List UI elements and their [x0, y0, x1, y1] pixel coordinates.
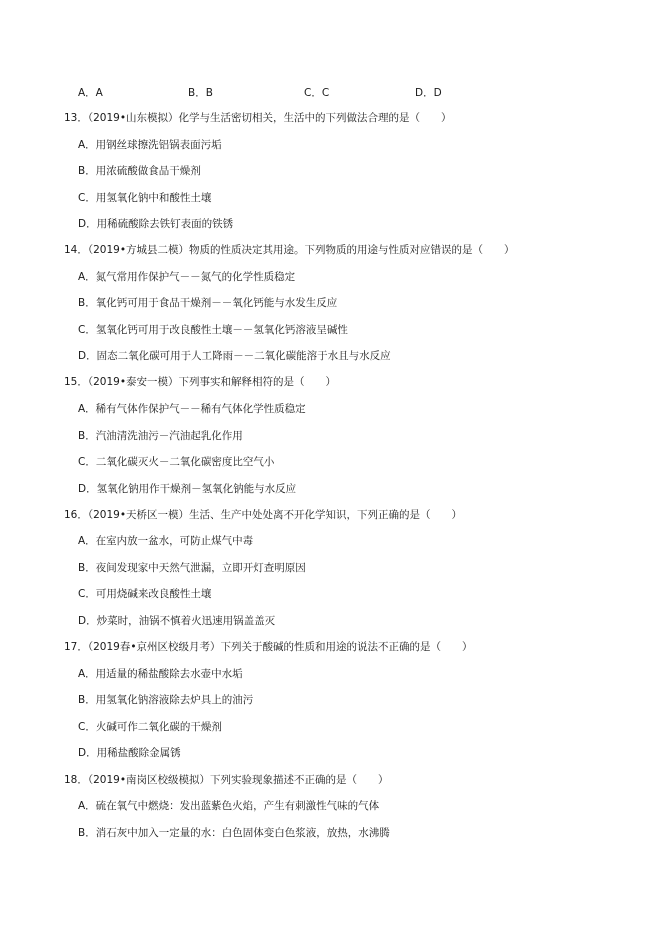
option-d: D．D	[415, 87, 442, 99]
previous-question-options	[78, 88, 498, 100]
option-b: B．B	[188, 87, 213, 99]
question-13-option-a: A．用钢丝球擦洗铝锅表面污垢	[78, 139, 222, 151]
question-17-option-a: A．用适量的稀盐酸除去水壶中水垢	[78, 668, 243, 680]
question-16-option-c: C．可用烧碱来改良酸性土壤	[78, 588, 212, 600]
question-15-option-a: A．稀有气体作保护气－－稀有气体化学性质稳定	[78, 403, 306, 415]
question-14-option-a: A．氮气常用作保护气－－氮气的化学性质稳定	[78, 271, 296, 283]
question-18-stem: 18．（2019•南岗区校级模拟）下列实验现象描述不正确的是（ ）	[64, 774, 389, 786]
question-15-option-c: C．二氧化碳灭火－二氧化碳密度比空气小	[78, 456, 275, 468]
question-14-option-b: B．氧化钙可用于食品干燥剂－－氧化钙能与水发生反应	[78, 297, 338, 309]
question-14-option-d: D．固态二氧化碳可用于人工降雨－－二氧化碳能溶于水且与水反应	[78, 350, 391, 362]
option-c: C．C	[304, 87, 330, 99]
question-15-stem: 15．（2019•泰安一模）下列事实和解释相符的是（ ）	[64, 376, 337, 388]
question-14-stem: 14．（2019•方城县二模）物质的性质决定其用途。下列物质的用途与性质对应错误的是（ ）	[64, 244, 515, 256]
question-16-option-d: D．炒菜时，油锅不慎着火迅速用锅盖盖灭	[78, 615, 276, 627]
question-17-option-c: C．火碱可作二氧化碳的干燥剂	[78, 721, 222, 733]
question-17-stem: 17．（2019春•京州区校级月考）下列关于酸碱的性质和用途的说法不正确的是（ ）	[64, 641, 473, 653]
question-16-option-b: B．夜间发现家中天然气泄漏，立即开灯查明原因	[78, 562, 306, 574]
question-13-option-b: B．用浓硫酸做食品干燥剂	[78, 165, 201, 177]
question-14-option-c: C．氢氧化钙可用于改良酸性土壤－－氢氧化钙溶液呈碱性	[78, 324, 348, 336]
option-a: A．A	[78, 87, 103, 99]
question-15-option-b: B．汽油清洗油污－汽油起乳化作用	[78, 430, 243, 442]
question-13-option-c: C．用氢氧化钠中和酸性土壤	[78, 192, 212, 204]
question-16-stem: 16．（2019•天桥区一模）生活、生产中处处离不开化学知识，下列正确的是（ ）	[64, 509, 463, 521]
question-18-option-b: B．消石灰中加入一定量的水：白色固体变白色浆液，放热，水沸腾	[78, 827, 390, 839]
question-13-option-d: D．用稀硫酸除去铁钉表面的铁锈	[78, 218, 234, 230]
question-17-option-b: B．用氢氧化钠溶液除去炉具上的油污	[78, 694, 254, 706]
question-15-option-d: D．氢氧化钠用作干燥剂－氢氧化钠能与水反应	[78, 483, 297, 495]
question-18-option-a: A．硫在氧气中燃烧：发出蓝紫色火焰，产生有刺激性气味的气体	[78, 800, 380, 812]
question-17-option-d: D．用稀盐酸除金属锈	[78, 747, 181, 759]
question-13-stem: 13．（2019•山东模拟）化学与生活密切相关，生活中的下列做法合理的是（ ）	[64, 112, 452, 124]
question-16-option-a: A．在室内放一盆水，可防止煤气中毒	[78, 535, 254, 547]
